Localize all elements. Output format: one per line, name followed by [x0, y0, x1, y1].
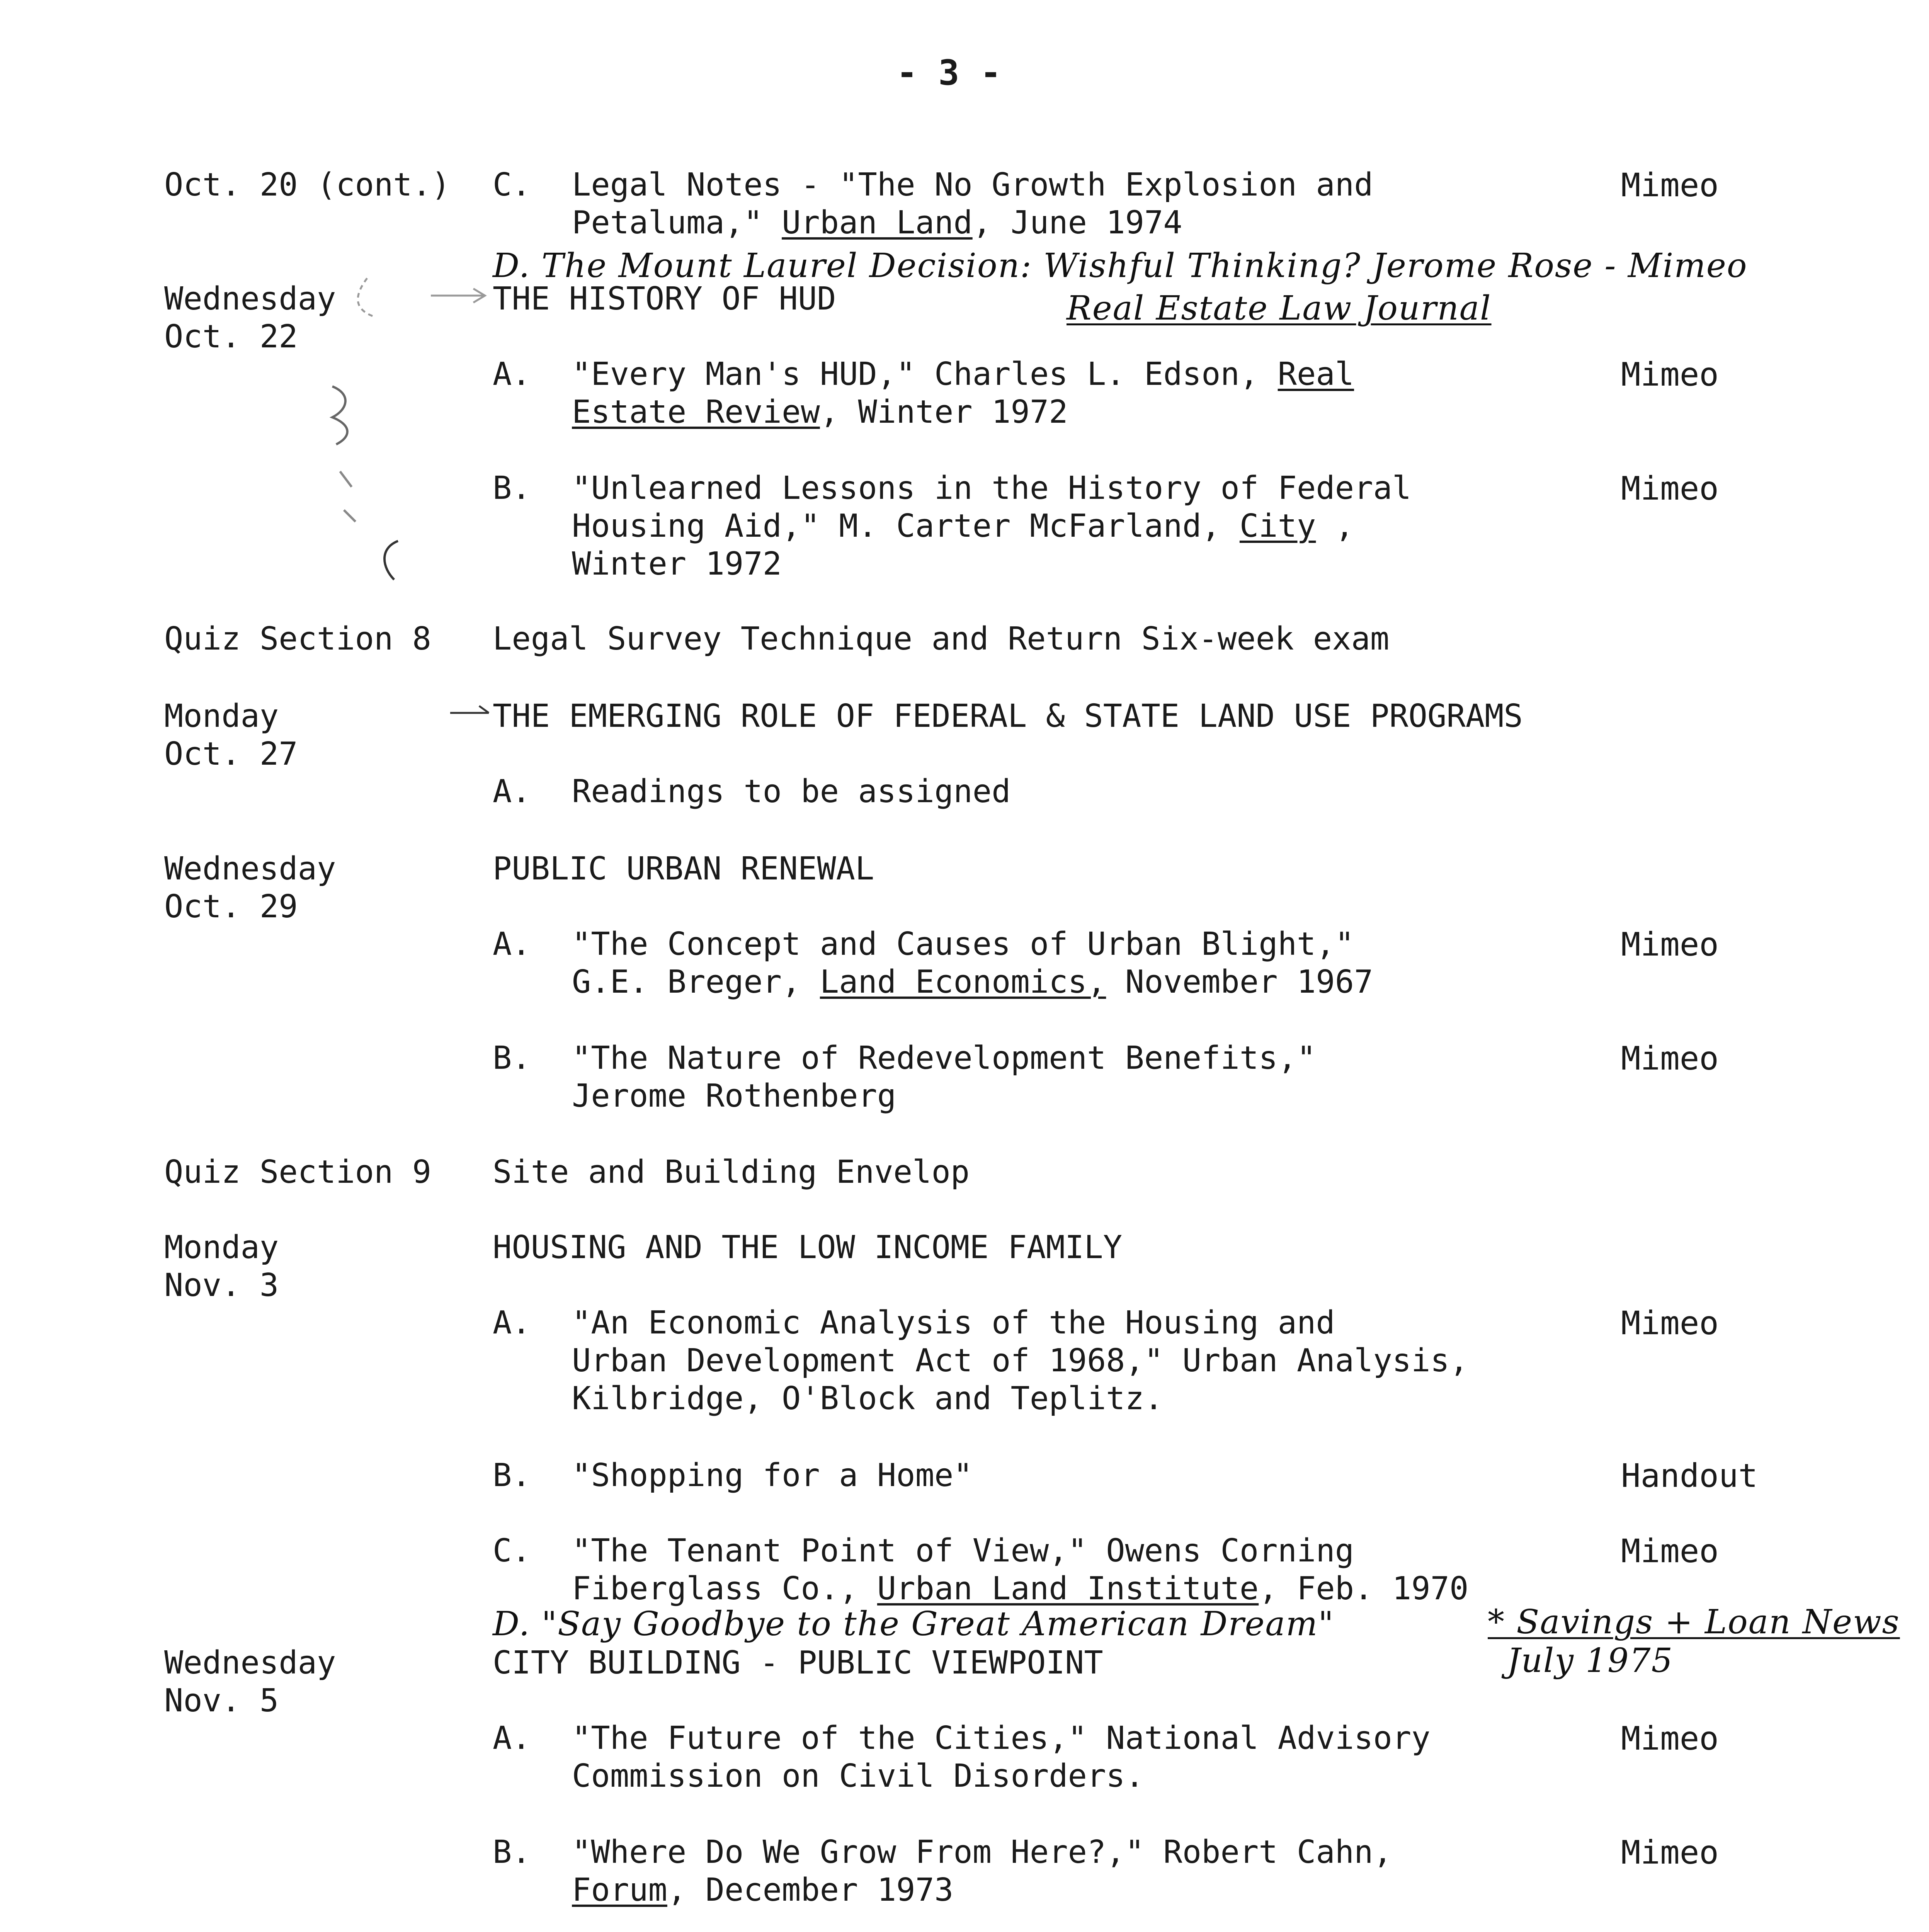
reading-author: Jerome Rothenberg — [572, 1078, 896, 1114]
reading-format: Mimeo — [1621, 1532, 1719, 1570]
item-letter: C. — [493, 167, 531, 203]
reading-format: Mimeo — [1621, 1039, 1719, 1077]
reading-title: "Every Man's HUD," Charles L. Edson, Real — [572, 356, 1354, 393]
reading-title: "Unlearned Lessons in the History of Federal — [572, 470, 1412, 507]
quiz-label: Quiz Section 8 — [164, 621, 432, 657]
reading-authors: Kilbridge, O'Block and Teplitz. — [572, 1380, 1164, 1417]
reading-format: Mimeo — [1621, 925, 1719, 963]
reading-citation: Petaluma," Urban Land, June 1974 — [572, 204, 1182, 241]
date-day: Oct. 29 — [164, 888, 298, 925]
reading-format: Mimeo — [1621, 166, 1719, 204]
session-topic: THE EMERGING ROLE OF FEDERAL & STATE LAND USE PROGRAMS — [493, 698, 1523, 735]
reading-date: Winter 1972 — [572, 546, 782, 582]
reading-citation: Fiberglass Co., Urban Land Institute, Feb. 1970 — [572, 1570, 1469, 1607]
reading-author: Commission on Civil Disorders. — [572, 1758, 1145, 1794]
reading-title: "The Concept and Causes of Urban Blight," — [572, 926, 1354, 963]
item-letter: A. — [493, 1720, 531, 1757]
reading-format: Mimeo — [1621, 469, 1719, 507]
session-topic: PUBLIC URBAN RENEWAL — [493, 850, 874, 887]
reading-citation: Forum, December 1973 — [572, 1872, 954, 1908]
margin-scribble-icon — [309, 270, 433, 587]
reading-citation: Estate Review, Winter 1972 — [572, 394, 1068, 430]
reading-format: Mimeo — [1621, 1833, 1719, 1871]
reading-title: "Shopping for a Home" — [572, 1457, 973, 1494]
reading-format: Mimeo — [1621, 1719, 1719, 1757]
date-weekday: Monday — [164, 698, 279, 735]
item-letter: B. — [493, 1834, 531, 1871]
date-label: Oct. 20 (cont.) — [164, 167, 451, 203]
date-weekday: Wednesday — [164, 850, 336, 887]
item-letter: A. — [493, 773, 531, 810]
quiz-topic: Legal Survey Technique and Return Six-week exam — [493, 621, 1390, 657]
reading-format: Mimeo — [1621, 1304, 1719, 1342]
reading-title: "The Tenant Point of View," Owens Corning — [572, 1532, 1354, 1569]
reading-title: "The Future of the Cities," National Advisory — [572, 1720, 1431, 1757]
date-day: Nov. 3 — [164, 1267, 279, 1304]
item-letter: A. — [493, 1304, 531, 1341]
date-day: Oct. 22 — [164, 318, 298, 355]
date-weekday: Wednesday — [164, 281, 336, 317]
item-letter: B. — [493, 1040, 531, 1077]
item-letter: B. — [493, 470, 531, 507]
session-topic: THE HISTORY OF HUD — [493, 281, 836, 317]
reading-title: Readings to be assigned — [572, 773, 1011, 810]
page-number: - 3 - — [896, 53, 1001, 93]
reading-format: Handout — [1621, 1457, 1758, 1495]
item-letter: C. — [493, 1532, 531, 1569]
reading-citation: Housing Aid," M. Carter McFarland, City , — [572, 508, 1354, 544]
item-letter: A. — [493, 926, 531, 963]
reading-title: "An Economic Analysis of the Housing and — [572, 1304, 1335, 1341]
session-topic: HOUSING AND THE LOW INCOME FAMILY — [493, 1229, 1123, 1266]
date-weekday: Wednesday — [164, 1645, 336, 1681]
handwritten-annotation-date: July 1975 — [1507, 1641, 1674, 1680]
item-letter: A. — [493, 356, 531, 393]
quiz-topic: Site and Building Envelop — [493, 1154, 970, 1190]
session-topic: CITY BUILDING - PUBLIC VIEWPOINT — [493, 1645, 1103, 1681]
reading-title-cont: Urban Development Act of 1968," Urban Analysis, — [572, 1342, 1469, 1379]
reading-title: "Where Do We Grow From Here?," Robert Cahn, — [572, 1834, 1392, 1871]
item-letter: B. — [493, 1457, 531, 1494]
handwritten-annotation-source: * Savings + Loan News — [1488, 1603, 1900, 1641]
handwritten-annotation: D. "Say Goodbye to the Great American Dream" — [493, 1605, 1334, 1643]
reading-format: Mimeo — [1621, 355, 1719, 393]
quiz-label: Quiz Section 9 — [164, 1154, 432, 1190]
reading-title: "The Nature of Redevelopment Benefits," — [572, 1040, 1316, 1077]
handwritten-annotation-source: Real Estate Law Journal — [1067, 289, 1492, 328]
date-day: Oct. 27 — [164, 736, 298, 772]
reading-title: Legal Notes - "The No Growth Explosion and — [572, 167, 1373, 203]
date-day: Nov. 5 — [164, 1682, 279, 1719]
date-weekday: Monday — [164, 1229, 279, 1266]
arrow-icon — [427, 284, 493, 307]
arrow-icon — [448, 701, 495, 724]
reading-citation: G.E. Breger, Land Economics, November 1967 — [572, 964, 1373, 1000]
handwritten-annotation: D. The Mount Laurel Decision: Wishful Thinking? Jerome Rose - Mimeo — [493, 247, 1748, 285]
